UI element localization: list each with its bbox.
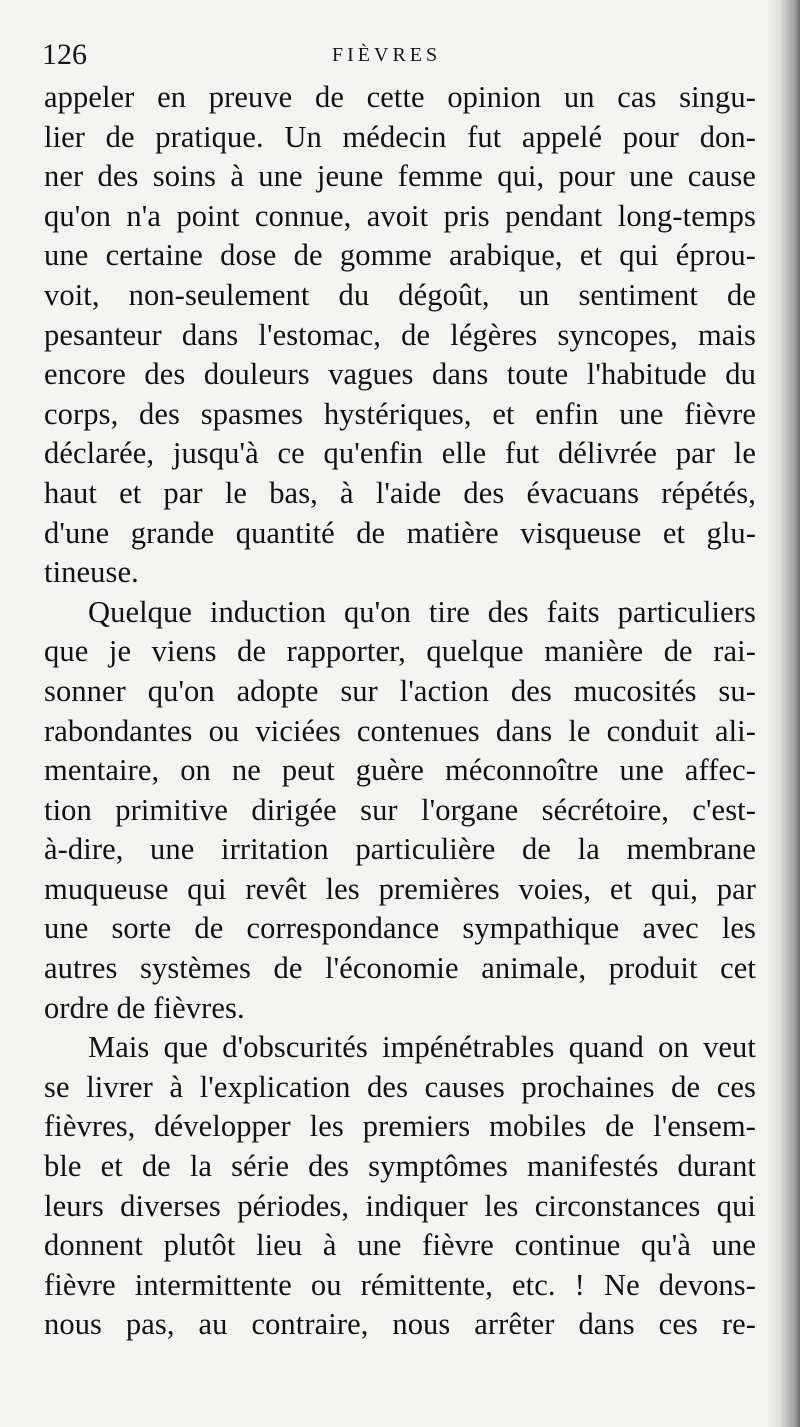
text-line: tion primitive dirigée sur l'organe sécrétoire, c'est- [44, 792, 756, 827]
paragraph [44, 1028, 756, 1345]
text-line: lier de pratique. Un médecin fut appelé pour don- [44, 119, 756, 154]
text-line: une sorte de correspondance sympathique avec les [44, 911, 756, 946]
text-line: pesanteur dans l'estomac, de légères syncopes, mais [44, 317, 756, 352]
body-text [44, 78, 756, 1345]
page-header [42, 38, 742, 78]
text-line: muqueuse qui revêt les premières voies, et qui, par [44, 871, 756, 906]
text-line: ble et de la série des symptômes manifestés durant [44, 1149, 756, 1184]
text-line: voit, non-seulement du dégoût, un sentiment de [44, 277, 756, 312]
text-line: leurs diverses périodes, indiquer les circonstances qui [44, 1188, 756, 1223]
text-line: d'une grande quantité de matière visqueuse et glu- [44, 515, 756, 550]
text-line: donnent plutôt lieu à une fièvre continue qu'à une [44, 1228, 756, 1263]
text-line: se livrer à l'explication des causes prochaines de ces [44, 1069, 756, 1104]
paragraph [44, 593, 756, 1029]
text-line: haut et par le bas, à l'aide des évacuans répétés, [44, 475, 756, 510]
text-line: fièvre intermittente ou rémittente, etc. ! Ne devons- [44, 1267, 756, 1302]
text-line: appeler en preuve de cette opinion un cas singu- [44, 80, 756, 114]
text-line: fièvres, développer les premiers mobiles de l'ensem- [44, 1109, 756, 1144]
paragraph [44, 78, 756, 593]
text-line: tineuse. [44, 555, 139, 590]
text-line: déclarée, jusqu'à ce qu'enfin elle fut délivrée par le [44, 436, 756, 471]
text-line: ordre de fièvres. [44, 990, 245, 1025]
text-line: sonner qu'on adopte sur l'action des mucosités su- [44, 673, 756, 708]
running-title: FIÈVRES [332, 44, 442, 66]
text-line: corps, des spasmes hystériques, et enfin une fièvre [44, 396, 756, 431]
text-line: qu'on n'a point connue, avoit pris pendant long-temps [44, 198, 756, 233]
text-line: autres systèmes de l'économie animale, produit cet [44, 951, 756, 986]
text-line: Mais que d'obscurités impénétrables quand on veut [88, 1030, 756, 1065]
text-line: que je viens de rapporter, quelque manière de rai- [44, 634, 756, 669]
text-line: mentaire, on ne peut guère méconnoître une affec- [44, 753, 756, 788]
text-line: une certaine dose de gomme arabique, et qui éprou- [44, 238, 756, 273]
page-edge-shadow [766, 0, 800, 1427]
text-line: Quelque induction qu'on tire des faits particuliers [88, 594, 756, 629]
text-line: nous pas, au contraire, nous arrêter dans ces re- [44, 1307, 756, 1342]
page-number: 126 [42, 38, 87, 71]
text-line: ner des soins à une jeune femme qui, pour une cause [44, 159, 756, 194]
text-line: encore des douleurs vagues dans toute l'habitude du [44, 357, 756, 392]
text-line: à-dire, une irritation particulière de la membrane [44, 832, 756, 867]
text-line: rabondantes ou viciées contenues dans le conduit ali- [44, 713, 756, 748]
